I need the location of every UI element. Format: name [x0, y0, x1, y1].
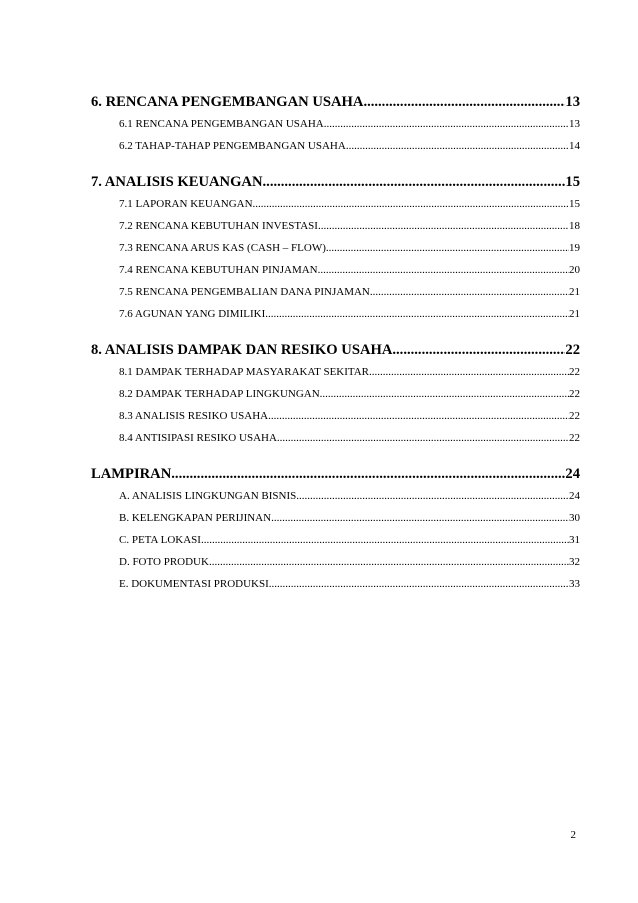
dot-leader	[265, 303, 569, 325]
toc-item-page: 24	[569, 490, 580, 502]
toc-item[interactable]	[119, 383, 580, 405]
dot-leader	[370, 281, 569, 303]
toc-item-label: 7.2 RENCANA KEBUTUHAN INVESTASI	[119, 220, 318, 232]
toc-item-page: 32	[569, 556, 580, 568]
toc-item-page: 13	[569, 118, 580, 130]
toc-item[interactable]	[119, 573, 580, 595]
toc-heading-page: 22	[565, 342, 580, 358]
toc-item-page: 18	[569, 220, 580, 232]
toc-item[interactable]	[119, 237, 580, 259]
table-of-contents	[91, 91, 580, 609]
toc-item[interactable]	[119, 507, 580, 529]
toc-item-page: 22	[569, 366, 580, 378]
page-number: 2	[570, 829, 576, 841]
toc-heading[interactable]	[91, 91, 580, 113]
toc-item-label: 7.6 AGUNAN YANG DIMILIKI	[119, 308, 266, 320]
toc-item-page: 21	[569, 286, 580, 298]
toc-item[interactable]	[119, 281, 580, 303]
toc-item-label: 7.4 RENCANA KEBUTUHAN PINJAMAN	[119, 264, 318, 276]
toc-item[interactable]	[119, 405, 580, 427]
toc-heading-title: 8. ANALISIS DAMPAK DAN RESIKO USAHA	[91, 342, 393, 358]
toc-item[interactable]	[119, 135, 580, 157]
toc-item[interactable]	[119, 485, 580, 507]
toc-item-page: 30	[569, 512, 580, 524]
dot-leader	[346, 135, 569, 157]
dot-leader	[269, 573, 569, 595]
toc-item-label: 8.3 ANALISIS RESIKO USAHA	[119, 410, 269, 422]
dot-leader	[318, 259, 569, 281]
toc-item-label: A. ANALISIS LINGKUNGAN BISNIS	[119, 490, 297, 502]
toc-item-page: 20	[569, 264, 580, 276]
toc-heading-page: 13	[565, 94, 580, 110]
toc-item-page: 22	[569, 432, 580, 444]
toc-heading[interactable]	[91, 339, 580, 361]
toc-section-8	[91, 339, 580, 449]
toc-item[interactable]	[119, 113, 580, 135]
toc-heading-title: 6. RENCANA PENGEMBANGAN USAHA	[91, 94, 364, 110]
toc-item-label: D. FOTO PRODUK	[119, 556, 209, 568]
dot-leader	[369, 361, 569, 383]
toc-item[interactable]	[119, 529, 580, 551]
toc-heading-page: 24	[565, 466, 580, 482]
toc-item-page: 21	[569, 308, 580, 320]
toc-item-page: 22	[569, 388, 580, 400]
toc-item-label: 6.2 TAHAP-TAHAP PENGEMBANGAN USAHA	[119, 140, 346, 152]
dot-leader	[209, 551, 569, 573]
toc-item-label: 8.4 ANTISIPASI RESIKO USAHA	[119, 432, 277, 444]
toc-item[interactable]	[119, 427, 580, 449]
toc-item-page: 31	[569, 534, 580, 546]
toc-section-lampiran	[91, 463, 580, 595]
dot-leader	[326, 237, 569, 259]
dot-leader	[268, 405, 569, 427]
dot-leader	[318, 215, 569, 237]
dot-leader	[277, 427, 569, 449]
toc-item-label: 8.1 DAMPAK TERHADAP MASYARAKAT SEKITAR	[119, 366, 370, 378]
toc-item-label: E. DOKUMENTASI PRODUKSI	[119, 578, 269, 590]
toc-section-6	[91, 91, 580, 157]
toc-item[interactable]	[119, 259, 580, 281]
dot-leader	[171, 463, 565, 485]
toc-heading-title: LAMPIRAN	[91, 466, 172, 482]
toc-item-label: B. KELENGKAPAN PERIJINAN	[119, 512, 272, 524]
dot-leader	[271, 507, 569, 529]
toc-heading-page: 15	[565, 174, 580, 190]
dot-leader	[201, 529, 569, 551]
toc-item-label: 6.1 RENCANA PENGEMBANGAN USAHA	[119, 118, 324, 130]
dot-leader	[392, 339, 565, 361]
toc-item-page: 14	[569, 140, 580, 152]
toc-heading[interactable]	[91, 463, 580, 485]
dot-leader	[324, 113, 569, 135]
toc-item-page: 22	[569, 410, 580, 422]
toc-item[interactable]	[119, 215, 580, 237]
toc-item-label: 8.2 DAMPAK TERHADAP LINGKUNGAN	[119, 388, 320, 400]
dot-leader	[296, 485, 569, 507]
toc-item[interactable]	[119, 551, 580, 573]
toc-item-page: 15	[569, 198, 580, 210]
toc-item[interactable]	[119, 193, 580, 215]
toc-item-label: 7.3 RENCANA ARUS KAS (CASH – FLOW)	[119, 242, 326, 254]
toc-item[interactable]	[119, 361, 580, 383]
toc-item-page: 19	[569, 242, 580, 254]
dot-leader	[320, 383, 569, 405]
toc-item-label: 7.5 RENCANA PENGEMBALIAN DANA PINJAMAN	[119, 286, 370, 298]
toc-heading[interactable]	[91, 171, 580, 193]
toc-item-label: C. PETA LOKASI	[119, 534, 201, 546]
dot-leader	[363, 91, 565, 113]
toc-section-7	[91, 171, 580, 325]
toc-item-page: 33	[569, 578, 580, 590]
dot-leader	[263, 171, 566, 193]
toc-heading-title: 7. ANALISIS KEUANGAN	[91, 174, 263, 190]
dot-leader	[253, 193, 569, 215]
toc-item[interactable]	[119, 303, 580, 325]
toc-item-label: 7.1 LAPORAN KEUANGAN	[119, 198, 253, 210]
